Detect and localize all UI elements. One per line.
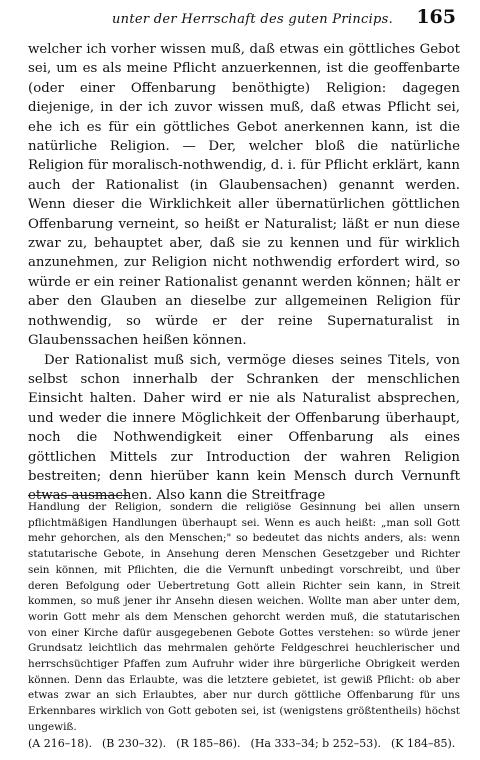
reference-b: (B 230–32). xyxy=(102,737,167,750)
running-head: unter der Herrschaft des guten Princips. xyxy=(112,12,394,27)
reference-k: (K 184–85). xyxy=(390,737,456,750)
reference-ha: (Ha 333–34; b 252–53). xyxy=(250,737,381,750)
footnote-text: Handlung der Religion, sondern die religiöse Gesinnung bei allen unsern pflichtmäßigen Handlungen überhaupt sei. Wenn es auch heißt: „man soll Gott mehr gehorchen, als den Menschen;" so bedeutet das nichts anders, als: wenn statutarische Gebote, in Ansehung deren Menschen Gesetzgeber und Richter sein können, mit Pflichten, die die Vernunft unbedingt vorschreibt, und über deren Befolgung oder Uebertretung Gott allein Richter sein kann, in Streit kommen, so muß jener ihr Ansehn diesen weichen. Wollte man aber unter dem, worin Gott mehr als dem Menschen gehorcht werden muß, die statutarischen von einer Kirche dafür ausgegebenen Gebote Gottes verstehen: so würde jener Grundsatz leichtlich das mehrmalen gehörte Feldgeschrei heuchlerischer und herrschsüchtiger Pfaffen zum Aufruhr wider ihre bürgerliche Obrigkeit werden können. Denn das Erlaubte, was die letztere gebietet, ist gewiß Pflicht: ob aber etwas zwar an sich Erlaubtes, aber nur durch göttliche Offenbarung für uns Erkennbares wirklich von Gott geboten sei, ist (wenigstens größtentheils) höchst ungewiß. xyxy=(28,501,460,733)
footnote xyxy=(28,500,460,736)
paragraph-2: Der Rationalist muß sich, vermöge dieses seines Titels, von selbst schon innerhalb der Schranken der menschlichen Einsicht halten. Daher wird er nie als Naturalist absprechen, und weder die innere Möglichkeit der Offenbarung überhaupt, noch die Nothwendigkeit einer Offenbarung als eines göttlichen Mittels zur Introduction der wahren Religion bestreiten; denn hierüber kann kein Mensch durch Vernunft etwas ausmachen. Also kann die Streitfrage xyxy=(28,352,460,504)
main-text xyxy=(28,40,460,506)
edition-references xyxy=(28,737,460,751)
page-header xyxy=(28,6,460,32)
footnote-divider xyxy=(28,495,128,496)
page-number: 165 xyxy=(416,6,456,28)
reference-a: (A 216–18). xyxy=(28,737,93,750)
paragraph-1: welcher ich vorher wissen muß, daß etwas ein göttliches Gebot sei, um es als meine Pflicht anzuerkennen, ist die geoffenbarte (oder einer Offenbarung benöthigte) Religion: dagegen diejenige, in der ich zuvor wissen muß, daß etwas Pflicht sei, ehe ich es für ein göttliches Gebot anerkennen kann, ist die natürliche Religion. — Der, welcher bloß die natürliche Religion für moralisch-nothwendig, d. i. für Pflicht erklärt, kann auch der Rationalist (in Glaubensachen) genannt werden. Wenn dieser die Wirklichkeit aller übernatürlichen göttlichen Offenbarung verneint, so heißt er Naturalist; läßt er nun diese zwar zu, behauptet aber, daß sie zu kennen und für wirklich anzunehmen, zur Religion nicht nothwendig erfordert wird, so würde er ein reiner Rationalist genannt werden können; hält er aber den Glauben an dieselbe zur allgemeinen Religion für nothwendig, so würde er der reine Supernaturalist in Glaubenssachen heißen können. xyxy=(28,42,460,349)
reference-r: (R 185–86). xyxy=(176,737,241,750)
